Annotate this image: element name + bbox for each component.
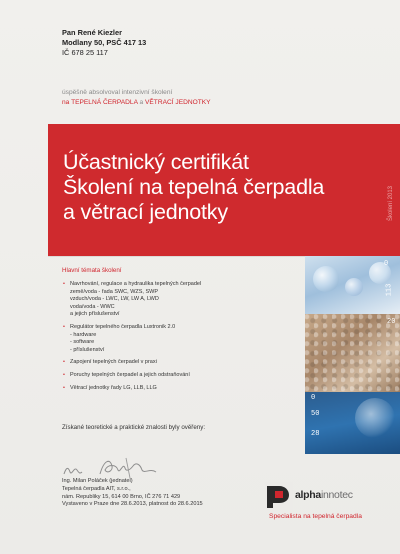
- title-line-3: a větrací jednotky: [63, 200, 228, 224]
- topic-item: • Zapojení tepelných čerpadel v praxi: [62, 359, 302, 367]
- logo-part2: innotec: [320, 489, 353, 501]
- photo-number: 28: [311, 430, 320, 438]
- photo-number: 0: [384, 260, 389, 268]
- issuer-person: Ing. Milan Poláček (jednatel): [62, 478, 133, 484]
- photo-number: 20: [387, 318, 396, 326]
- recipient-ic: IČ 678 25 117: [62, 48, 108, 57]
- issuer-company: Tepelná čerpadla AIT, s.r.o.,: [62, 485, 131, 492]
- topic-item: • Poruchy tepelných čerpadel a jejich odstraňování: [62, 372, 302, 380]
- logo-tagline: Specialista na tepelná čerpadla: [269, 513, 362, 520]
- topic-item: • Větrací jednotky řady LG, LLB, LLG: [62, 385, 302, 393]
- title-banner: [48, 124, 400, 256]
- topics-list: [62, 281, 302, 397]
- topic-item: • Regulátor tepelného čerpadla Luxtronik 2.0 - hardware - software - příslušenství: [62, 324, 302, 354]
- company-logo: [265, 482, 385, 528]
- logo-wordmark: [295, 489, 353, 501]
- soil-photo: [305, 314, 400, 392]
- logo-mark-icon: [265, 482, 293, 510]
- intro-prefix: na: [62, 98, 70, 106]
- verification-note: Získané teoretické a praktické znalosti byly ověřeny:: [62, 424, 206, 431]
- topic-item: • Navrhování, regulace a hydraulika tepelných čerpadel země/voda - řada SWC, WZS, SWP vzduch/voda - LWC, LW, LW A, LWD voda/voda - WWC a jejich příslušenství: [62, 281, 302, 319]
- decorative-photo-strip: [305, 256, 400, 454]
- sky-photo: [305, 392, 400, 454]
- water-drops-photo: [305, 256, 400, 314]
- intro-topic2: VĚTRACÍ JEDNOTKY: [145, 98, 211, 106]
- recipient-name: Pan René Kiezler: [62, 28, 122, 37]
- photo-number: 113: [385, 283, 394, 297]
- photo-number: 0: [311, 394, 316, 402]
- banner-vertical-text: Školení 2013: [388, 186, 394, 222]
- intro-line1: úspěšně absolvoval intenzivní školení: [62, 89, 173, 96]
- issuer-block: [62, 478, 203, 509]
- intro-line2: [62, 98, 211, 108]
- intro-topic1: TEPELNÁ ČERPADLA: [71, 98, 138, 106]
- photo-number: 50: [311, 410, 320, 418]
- logo-part1: alpha: [295, 489, 321, 501]
- issuer-address: nám. Republiky 15, 614 00 Brno, IČ 276 71 429: [62, 493, 181, 500]
- title-line-2: Školení na tepelná čerpadla: [63, 175, 325, 199]
- recipient-address: Modlany 50, PSČ 417 13: [62, 38, 147, 47]
- intro-conj: a: [139, 98, 144, 106]
- issuer-date: Vystaveno v Praze dne 28.6.2013, platnost do 28.6.2015: [62, 501, 203, 508]
- certificate-title: [63, 150, 324, 225]
- topics-heading: Hlavní témata školení: [62, 267, 122, 274]
- title-line-1: Účastnický certifikát: [63, 150, 249, 174]
- intro-text: [62, 88, 211, 107]
- recipient-block: [62, 28, 146, 58]
